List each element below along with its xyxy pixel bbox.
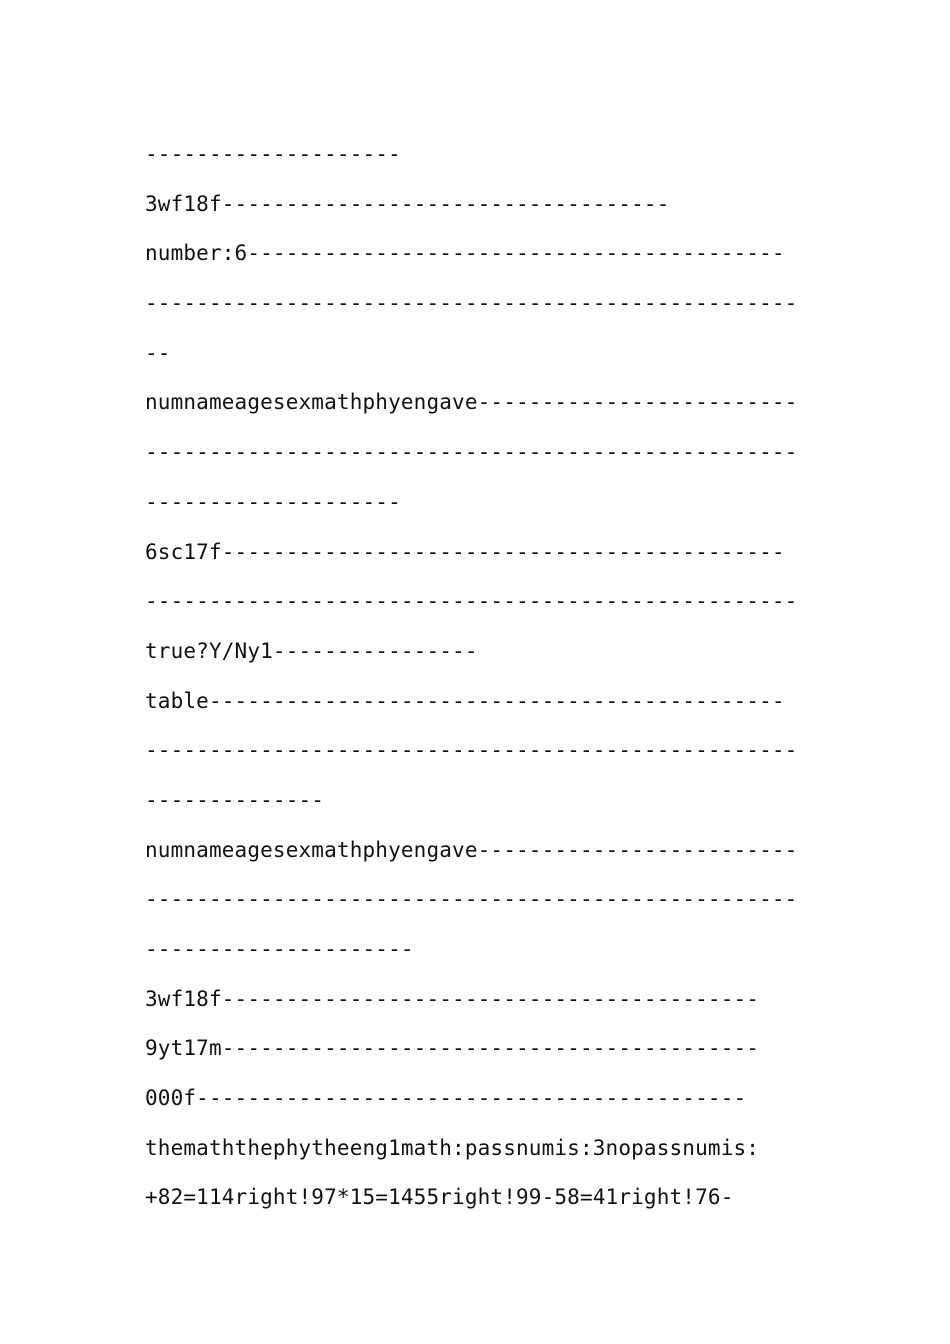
text-line: table---------------------------------------------	[145, 688, 785, 713]
text-line: ---------------------	[145, 937, 414, 961]
text-line: +82=114right!97*15=1455right!99-58=41right!76-	[145, 1185, 734, 1210]
text-line: ---------------------------------------------------	[145, 887, 798, 912]
text-line: 3wf18f------------------------------------------	[145, 986, 760, 1011]
text-line: ---------------------------------------------------	[145, 589, 798, 614]
text-line: --------------------	[145, 142, 401, 166]
text-line: 9yt17m------------------------------------------	[145, 1036, 760, 1061]
text-line: 3wf18f-----------------------------------	[145, 191, 670, 216]
text-line: number:6------------------------------------------	[145, 241, 785, 266]
text-line: ---------------------------------------------------	[145, 440, 798, 465]
text-line: --------------	[145, 787, 325, 812]
text-line: 6sc17f--------------------------------------------	[145, 539, 785, 564]
text-line: true?Y/Ny1----------------	[145, 638, 478, 663]
text-line: ---------------------------------------------------	[145, 738, 798, 763]
text-line: numnameagesexmathphyengave-------------------------	[145, 837, 798, 862]
text-line: ---------------------------------------------------	[145, 291, 798, 316]
text-line: 000f-------------------------------------------	[145, 1086, 747, 1111]
text-line: themaththephytheeng1math:passnumis:3nopassnumis:	[145, 1135, 760, 1160]
text-line: numnameagesexmathphyengave-------------------------	[145, 390, 798, 415]
text-line: --------------------	[145, 489, 401, 514]
document-body	[145, 130, 805, 1223]
text-line: --	[145, 340, 171, 365]
